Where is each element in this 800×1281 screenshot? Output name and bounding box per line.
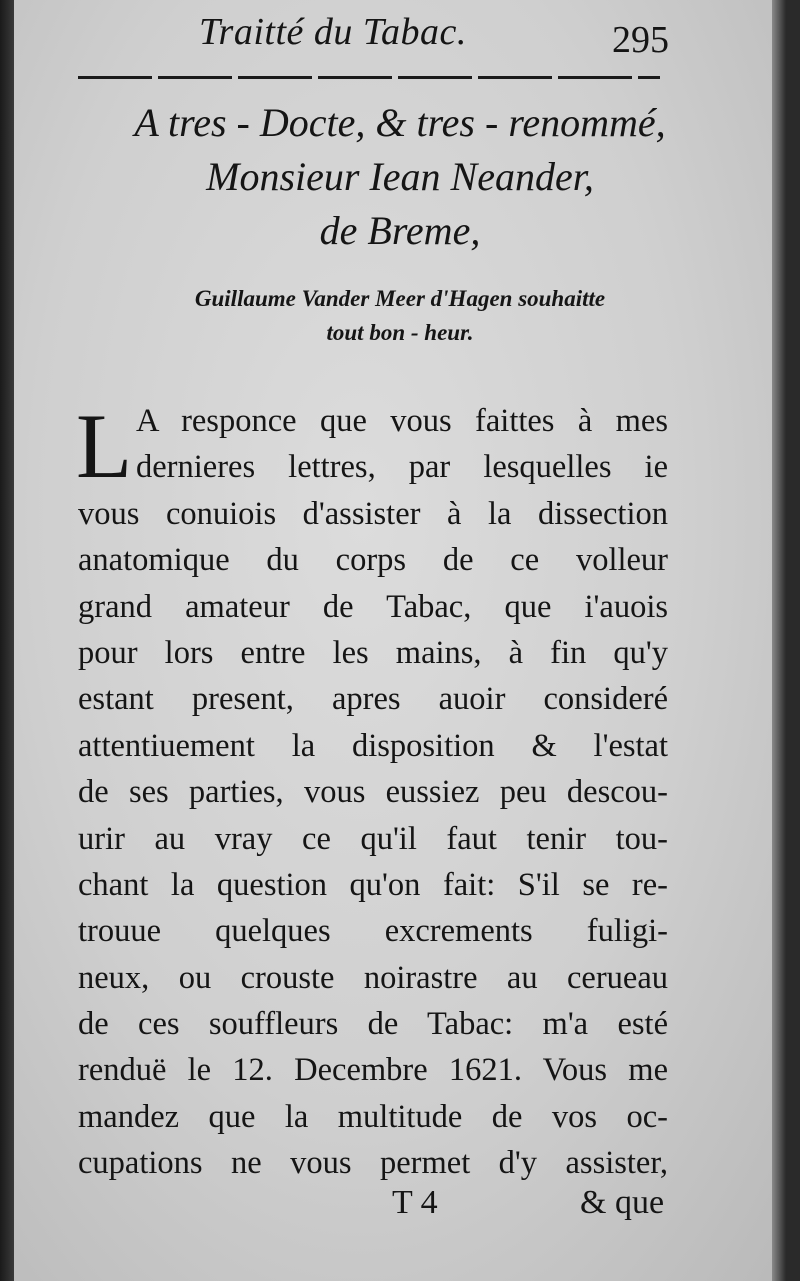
- running-head: Traitté du Tabac.: [199, 11, 467, 53]
- body-line: estant present, apres auoir consideré: [78, 681, 668, 718]
- body-line: urir au vray ce qu'il faut tenir tou-: [78, 820, 668, 857]
- address-line-2: Monsieur Iean Neander,: [206, 154, 594, 199]
- greeting-line-2: tout bon - heur.: [326, 320, 474, 345]
- body-line: chant la question qu'on fait: S'il se re-: [78, 866, 668, 903]
- binding-shadow: [0, 0, 14, 1281]
- signature-mark: T 4: [392, 1184, 438, 1221]
- body-line: renduë le 12. Decembre 1621. Vous me: [78, 1052, 668, 1089]
- body-line: trouue quelques excrements fuligi-: [78, 913, 668, 950]
- body-line: mandez que la multitude de vos oc-: [78, 1098, 668, 1135]
- body-line: de ces souffleurs de Tabac: m'a esté: [78, 1006, 668, 1043]
- page-number: 295: [612, 19, 669, 61]
- body-line: anatomique du corps de ce volleur: [78, 542, 668, 579]
- catchword: & que: [580, 1184, 665, 1221]
- address-line-1: A tres - Docte, & tres - renommé,: [134, 100, 666, 145]
- body-line: dernieres lettres, par lesquelles ie: [136, 449, 668, 486]
- page-edge-shadow: [772, 0, 786, 1281]
- body-line: de ses parties, vous eussiez peu descou-: [78, 774, 668, 811]
- body-line: A responce que vous faittes à mes: [136, 403, 668, 439]
- body-line: vous conuiois d'assister à la dissection: [78, 495, 668, 532]
- body-text: [76, 395, 668, 1187]
- greeting-line-1: Guillaume Vander Meer d'Hagen souhaitte: [194, 286, 606, 311]
- body-line: grand amateur de Tabac, que i'auois: [78, 588, 668, 625]
- address-line-3: de Breme,: [319, 208, 481, 253]
- header-rule: [78, 76, 660, 79]
- body-line: cupations ne vous permet d'y assister,: [78, 1145, 668, 1182]
- body-line: attentiuement la disposition & l'estat: [78, 727, 668, 764]
- book-page: [14, 0, 786, 1281]
- body-line: neux, ou crouste noirastre au cerueau: [78, 959, 668, 996]
- drop-cap: L: [76, 395, 133, 497]
- body-line: pour lors entre les mains, à fin qu'y: [78, 634, 668, 671]
